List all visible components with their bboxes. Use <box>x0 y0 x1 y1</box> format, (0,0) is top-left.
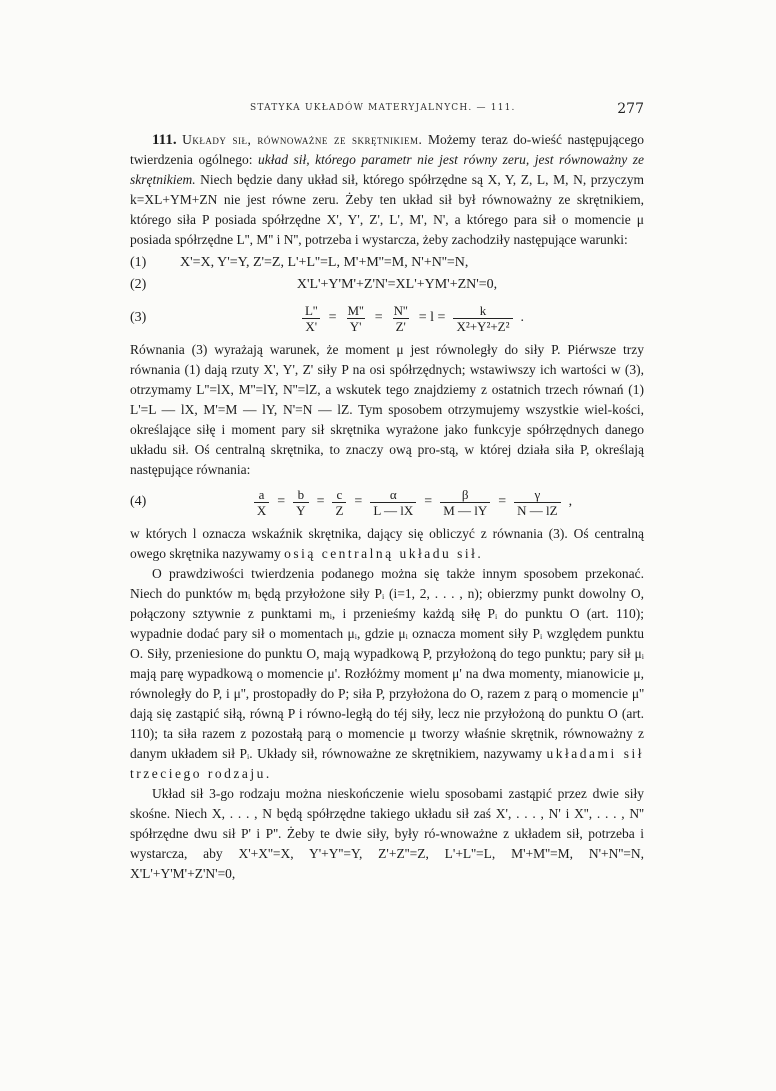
section-intro-paragraph <box>130 130 644 250</box>
paragraph-after-eq3: Równania (3) wyrażają warunek, że moment μ jest równoległy do siły P. Piérwsze trzy równania (1) dają rzuty X', Y', Z' siły P na osi spółrzędnych; wstawiwszy ich wartości w (3), otrzymamy L''=lX, M''=lY, N''=lZ, a wskutek tego znajdziemy z ostatnich trzech równań (1) L'=L — lX, M'=M — lY, N'=N — lZ. Tym sposobem otrzymujemy wszystkie wiel-kości, określające siłę i moment pary sił skrętnika wyrażone jako funkcyje spółrzędnych danego układu sił. Oś centralną skrętnika, to znaczy ową pro-stą, w której działa siła P, określają następujące równania: <box>130 342 644 477</box>
fraction: $\frac{\gamma}{N — lZ}$ <box>514 487 560 518</box>
intro-text-a: Możemy teraz do-wieść następującego twierdzenia ogólnego: <box>130 132 645 167</box>
theorem-statement: układ sił, którego parametr nie jest równy zeru, jest równoważny ze skrętnikiem. <box>130 152 644 187</box>
paragraph-second-proof: O prawdziwości twierdzenia podanego można się także innym sposobem przekonać. Niech do punktów mᵢ będą przyłożone siły Pᵢ (i=1, 2, . . . , n); obierzmy punkt dowolny O, połączony sztywnie z punktami mᵢ, i przenieśmy każdą siłę Pᵢ do punktu O (art. 110); wypadnie dodać pary sił o momentach μᵢ, gdzie μᵢ oznacza moment siły Pᵢ względem punktu O. Siły, przeniesione do punktu O, mają wypadkową P, przyłożoną do tego punktu; pary sił μᵢ mają parę wypadkową o momencie μ'. Rozłóżmy moment μ' na dwa momenty, mianowicie μ, równoległy do P, i μ'', prostopadły do P; siła P, przyłożona do O, razem z parą o momencie μ'' dają się zastąpić siłą, równą P i równo-ległą do téj siły, lecz nie przyłożoną do punktu O (art. 110); ta siła razem z pozostałą parą o momencie μ tworzy właśnie skrętnik, równoważny z danym układem sił Pᵢ. Układy sił, równoważne ze skrętnikiem, nazywamy układami sił trzeciego rodzaju. <box>130 566 644 781</box>
fraction: $\frac{c}{Z}$ <box>332 487 346 518</box>
fraction: $\frac{N''}{Z'}$ <box>393 302 408 334</box>
fraction: $\frac{M''}{Y'}$ <box>347 302 364 334</box>
equation-label: (4) <box>130 494 147 509</box>
paragraph-third-kind: Układ sił 3-go rodzaju można nieskończenie wielu sposobami zastąpić przez dwie siły skośne. Niech X, . . . , N będą spółrzędne takiego układu sił zaś X', . . . , N' i X'', . . . , N'' spółrzędne dwu sił P' i P''. Żeby te dwie siły, były ró-wnoważne z układem sił, potrzeba i wystarcza, aby X'+X''=X, Y'+Y''=Y, Z'+Z''=Z, L'+L''=L, M'+M''=M, N'+N''=N, X'L'+Y'M'+Z'N'=0, <box>130 786 644 881</box>
fraction: $\frac{L''}{X'}$ <box>302 303 321 334</box>
equation-body: X'L'+Y'M'+Z'N'=XL'+YM'+ZN'=0, <box>296 277 498 292</box>
equation-body: $\frac{a}{X}$ = $\frac{b}{Y}$ = $\frac{c}{Z}$ = $\frac{\alpha}{L — lX}$ = $\frac{\beta}{M — lY}$ = $\frac{\gamma}{N — lZ}$ , <box>180 487 644 518</box>
equation-2 <box>130 274 644 296</box>
running-head: STATYKA UKŁADÓW MATERYJALNYCH. — 111. <box>250 103 516 113</box>
fraction: $\frac{\alpha}{L — lX}$ <box>370 487 416 518</box>
section-number: 111. <box>152 132 177 148</box>
equation-body: X'=X, Y'=Y, Z'=Z, L'+L''=L, M'+M''=M, N'+N''=N, <box>180 255 469 270</box>
section-title: Układy sił, równoważne ze skrętnikiem. <box>182 132 423 147</box>
equation-1 <box>130 252 644 274</box>
fraction: $\frac{b}{Y}$ <box>293 487 308 518</box>
fraction: $\frac{\beta}{M — lY}$ <box>440 487 490 518</box>
equation-3 <box>130 296 644 340</box>
page-body <box>130 130 644 884</box>
fraction: $\frac{a}{X}$ <box>254 487 269 518</box>
equation-middle: = l = <box>418 310 446 325</box>
fraction: $\frac{k}{\text{X²+Y²+Z²}}$ <box>453 303 512 334</box>
equation-4 <box>130 480 644 524</box>
page-number: 277 <box>617 101 644 117</box>
page-header <box>130 101 644 121</box>
emphasized-term: osią centralną układu sił. <box>284 546 484 561</box>
emphasized-term: układami sił trzeciego rodzaju. <box>130 746 644 781</box>
intro-text-b: Niech będzie dany układ sił, którego spółrzędne są X, Y, Z, L, M, N, przyczym k=XL+YM+ZN nie jest równe zeru. Żeby ten układ sił był równoważny ze skrętnikiem, którego siła P posiada spółrzędne X', Y', Z', L', M', N', a którego para sił o momencie μ posiada spółrzędne L'', M'' i N'', potrzeba i wystarcza, żeby zachodziły następujące warunki: <box>130 172 644 247</box>
paragraph-after-eq4: w których l oznacza wskaźnik skrętnika, dający się obliczyć z równania (3). Oś centralną owego skrętnika nazywamy osią centralną układu sił. <box>130 526 644 561</box>
equation-body: $\frac{L''}{X'}$ = $\frac{M''}{Y'}$ = $\frac{N''}{Z'}$ = l = $\frac{k}{\text{X²+Y²+Z²}}$ . <box>180 303 644 334</box>
equation-label: (2) <box>130 277 147 292</box>
equation-label: (3) <box>130 310 147 325</box>
equation-label: (1) <box>130 255 147 270</box>
